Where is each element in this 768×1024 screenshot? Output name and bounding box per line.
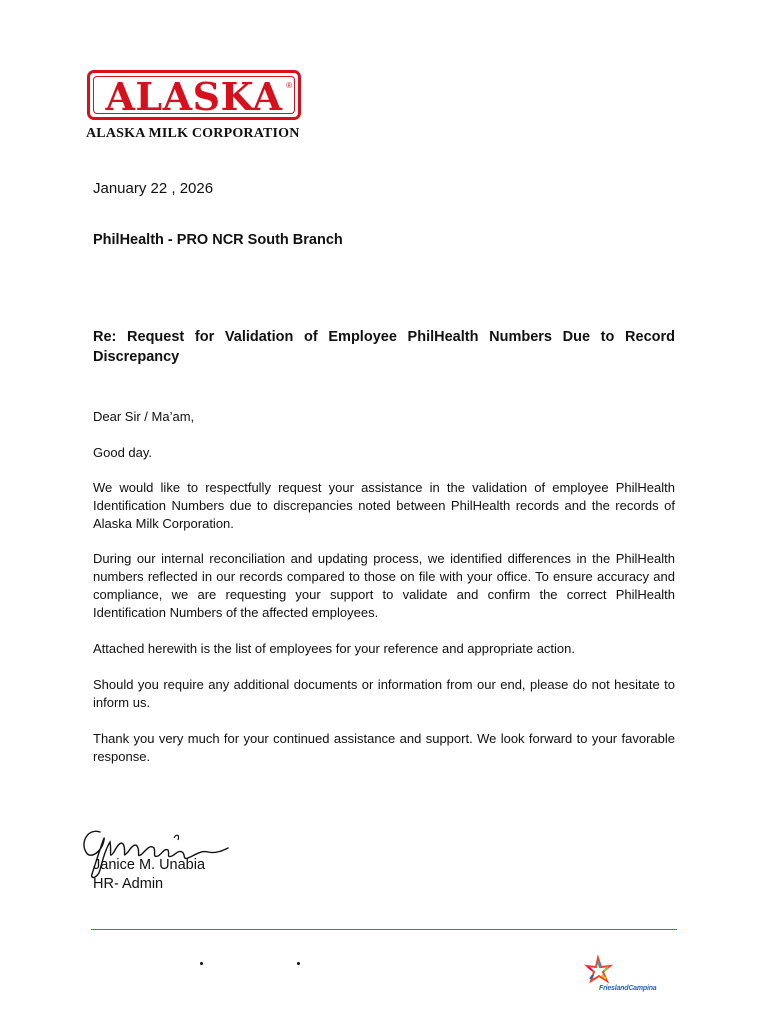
alaska-logo-wordmark: ALASKA bbox=[105, 74, 283, 119]
salutation: Dear Sir / Ma’am, bbox=[93, 409, 195, 424]
alaska-logo bbox=[87, 70, 301, 120]
paragraph-additional-docs: Should you require any additional documents or information from our end, please do not hesitate to inform us. bbox=[93, 677, 675, 710]
subject-line: Re: Request for Validation of Employee PhilHealth Numbers Due to Record Discrepancy bbox=[93, 329, 675, 365]
signatory-title: HR- Admin bbox=[93, 876, 164, 892]
paragraph-request: We would like to respectfully request your assistance in the validation of employee PhilHealth Identification Numbers due to discrepancies noted between PhilHealth records and the records of Alaska Milk Corporation. bbox=[93, 480, 675, 531]
footer-bullet bbox=[200, 962, 203, 965]
addressee: PhilHealth - PRO NCR South Branch bbox=[93, 232, 343, 248]
paragraph-closing: Thank you very much for your continued assistance and support. We look forward to your favorable response. bbox=[93, 731, 675, 764]
letter-date: January 22 , 2026 bbox=[93, 180, 214, 197]
greeting: Good day. bbox=[93, 445, 153, 460]
signatory-name: Janice M. Unabia bbox=[93, 857, 206, 873]
frieslandcampina-logo: FrieslandCampina bbox=[599, 985, 657, 992]
registered-mark: ® bbox=[286, 81, 292, 90]
paragraph-reconciliation: During our internal reconciliation and updating process, we identified differences in the PhilHealth numbers reflected in our records compared to those on file with your office. To ensure accuracy and compliance, we are requesting your support to validate and confirm the correct PhilHealth Identification Numbers of the affected employees. bbox=[93, 551, 675, 620]
footer-divider bbox=[91, 929, 677, 930]
company-name: ALASKA MILK CORPORATION bbox=[86, 126, 300, 141]
footer-bullet bbox=[297, 962, 300, 965]
paragraph-attachment: Attached herewith is the list of employees for your reference and appropriate action. bbox=[93, 641, 575, 656]
signatory-block bbox=[93, 856, 205, 894]
